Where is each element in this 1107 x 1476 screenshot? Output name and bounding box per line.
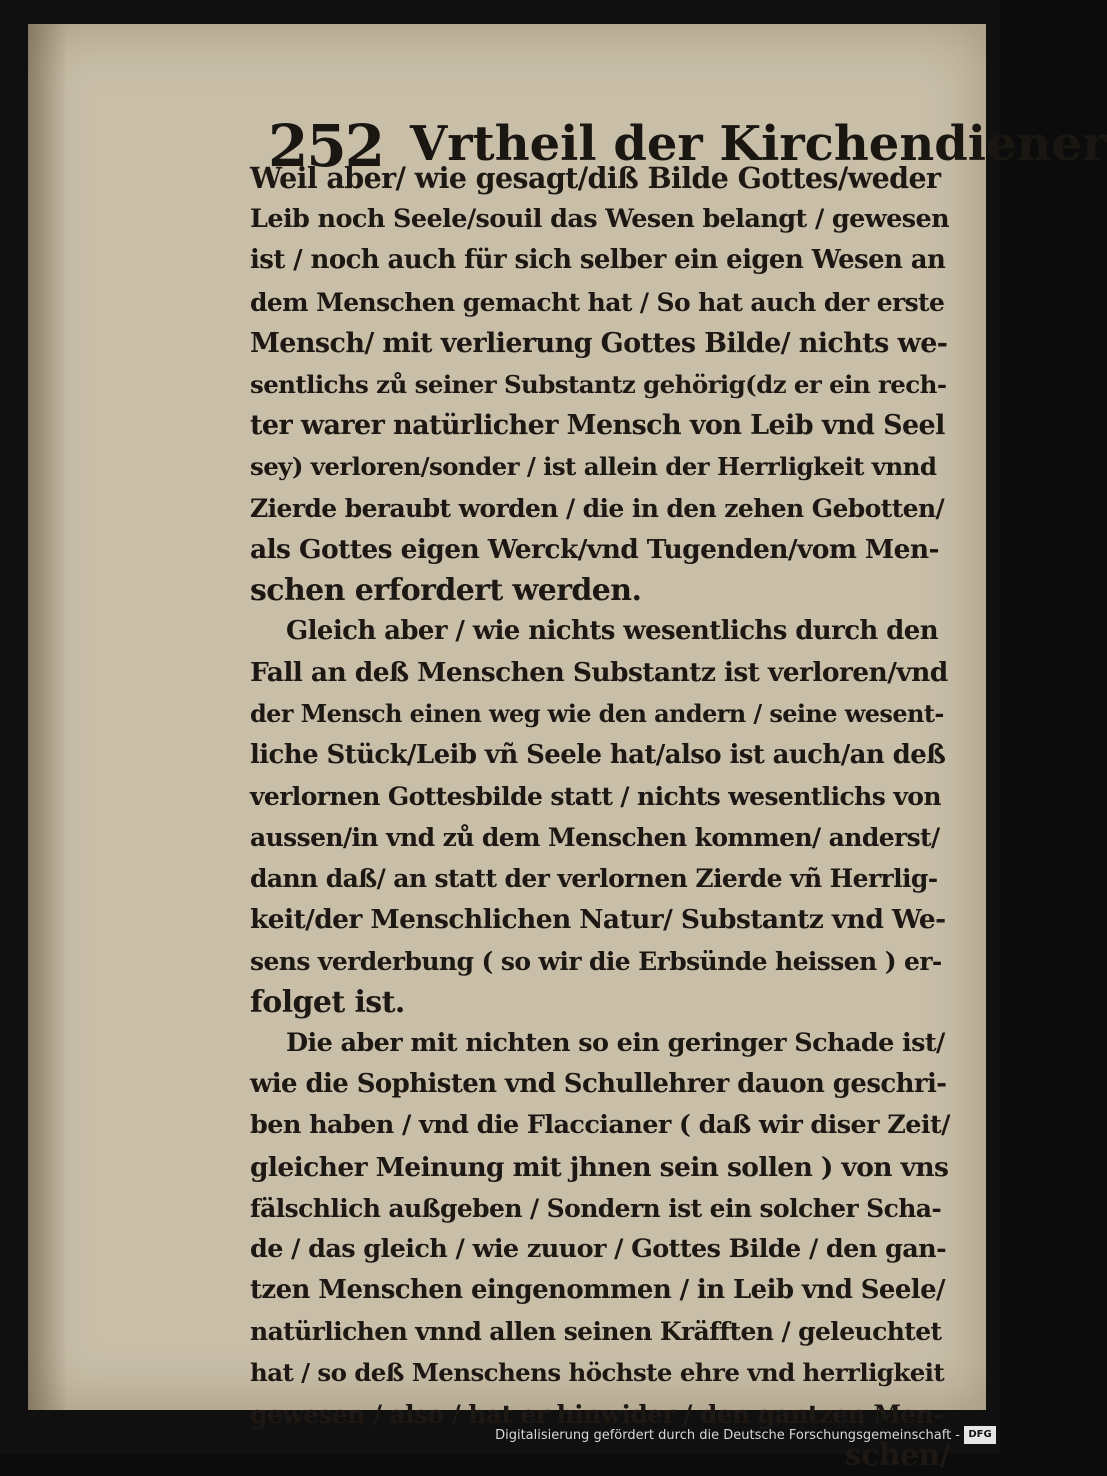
text-line: Weil aber/ wie gesagt/diß Bilde Gottes/weder xyxy=(250,161,941,195)
text-line: liche Stück/Leib vñ Seele hat/also ist auch/an deß xyxy=(250,739,946,770)
text-line: sens verderbung ( so wir die Erbsünde heissen ) er- xyxy=(250,946,942,976)
text-line: ter warer natürlicher Mensch von Leib vnd Seel xyxy=(250,410,945,442)
paragraph-start-line: Gleich aber / wie nichts wesentlichs durch den xyxy=(286,616,939,647)
text-line: gewesen / also / hat er hinwider / den gantzen Men- xyxy=(250,1399,944,1429)
text-line: verlornen Gottesbilde statt / nichts wesentlichs von xyxy=(250,781,941,811)
text-line: de / das gleich / wie zuuor / Gottes Bilde / den gan- xyxy=(250,1233,947,1264)
text-line: der Mensch einen weg wie den andern / seine wesent- xyxy=(250,699,944,729)
text-line: natürlichen vnnd allen seinen Kräfften / geleuchtet xyxy=(250,1317,942,1347)
text-line: keit/der Menschlichen Natur/ Substantz vnd We- xyxy=(250,904,946,936)
digitization-footer xyxy=(0,1410,1000,1454)
text-line: wie die Sophisten vnd Schullehrer dauon geschri- xyxy=(250,1069,947,1100)
page-number: 252 xyxy=(268,112,384,180)
catchword: schen/ xyxy=(844,1437,950,1473)
text-line: Leib noch Seele/souil das Wesen belangt / gewesen xyxy=(250,204,950,235)
text-line: ist / noch auch für sich selber ein eigen Wesen an xyxy=(250,245,946,276)
text-line: hat / so deß Menschens höchste ehre vnd herrligkeit xyxy=(250,1358,945,1388)
text-line: folget ist. xyxy=(250,984,405,1020)
text-line: sey) verloren/sonder / ist allein der Herrligkeit vnnd xyxy=(250,452,937,482)
text-line: schen erfordert werden. xyxy=(250,572,642,608)
running-title: Vrtheil der Kirchendiener xyxy=(410,116,1107,172)
text-line: fälschlich außgeben / Sondern ist ein solcher Scha- xyxy=(250,1193,942,1223)
text-line: gleicher Meinung mit jhnen sein sollen ) von vns xyxy=(250,1151,949,1183)
text-line: dann daß/ an statt der verlornen Zierde vñ Herrlig- xyxy=(250,864,938,894)
text-line: sentlichs zů seiner Substantz gehörig(dz er ein rech- xyxy=(250,369,947,399)
text-line: Fall an deß Menschen Substantz ist verloren/vnd xyxy=(250,657,948,689)
text-line: dem Menschen gemacht hat / So hat auch der erste xyxy=(250,287,945,317)
paragraph-start-line: Die aber mit nichten so ein geringer Schade ist/ xyxy=(286,1027,945,1058)
body-text xyxy=(250,158,950,1476)
text-line: Mensch/ mit verlierung Gottes Bilde/ nichts we- xyxy=(250,327,948,359)
dfg-logo-icon: DFG xyxy=(964,1426,996,1444)
text-line: tzen Menschen eingenommen / in Leib vnd Seele/ xyxy=(250,1275,945,1306)
funding-credit: Digitalisierung gefördert durch die Deutsche Forschungsgemeinschaft - xyxy=(495,1428,960,1443)
text-line: ben haben / vnd die Flaccianer ( daß wir diser Zeit/ xyxy=(250,1110,950,1141)
text-line: Zierde beraubt worden / die in den zehen Gebotten/ xyxy=(250,493,945,523)
text-line: als Gottes eigen Werck/vnd Tugenden/vom Men- xyxy=(250,533,939,565)
text-line: aussen/in vnd zů dem Menschen kommen/ anderst/ xyxy=(250,823,940,852)
